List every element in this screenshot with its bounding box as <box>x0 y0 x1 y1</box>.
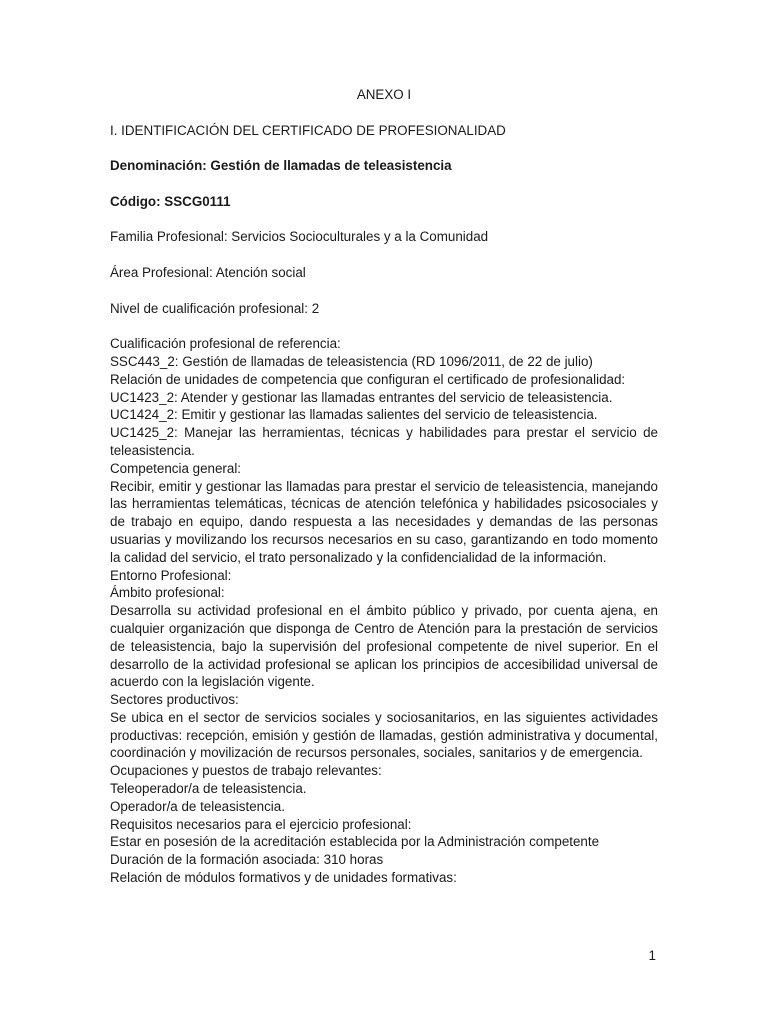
general-competence-label: Competencia general: <box>110 460 242 476</box>
competence-unit: UC1423_2: Atender y gestionar las llamadas entrantes del servicio de teleasistencia. <box>110 389 613 405</box>
competence-units-label: Relación de unidades de competencia que configuran el certificado de profesionalidad: <box>110 371 626 387</box>
productive-sectors-text: Se ubica en el sector de servicios sociales y sociosanitarios, en las siguientes actividades productivas: recepción, emisión y gestión de llamadas, gestión administrativa y documental, coordinación y movilización de recursos personales, sociales, sanitarios y de emergencia. <box>110 709 658 761</box>
annex-title: ANEXO I <box>356 87 412 102</box>
requirements-label: Requisitos necesarios para el ejercicio profesional: <box>110 816 412 832</box>
occupations-label: Ocupaciones y puestos de trabajo relevantes: <box>110 763 382 779</box>
denomination: Denominación: Gestión de llamadas de teleasistencia <box>110 158 452 174</box>
productive-sectors-label: Sectores productivos: <box>110 692 239 708</box>
section-heading: I. IDENTIFICACIÓN DEL CERTIFICADO DE PROFESIONALIDAD <box>110 122 506 138</box>
document-body <box>110 86 658 887</box>
professional-area: Área Profesional: Atención social <box>110 264 306 280</box>
modules-label: Relación de módulos formativos y de unidades formativas: <box>110 870 457 886</box>
competence-unit: UC1425_2: Manejar las herramientas, técnicas y habilidades para prestar el servicio de teleasistencia. <box>110 425 658 458</box>
training-duration: Duración de la formación asociada: 310 horas <box>110 852 384 868</box>
certificate-code: Código: SSCG0111 <box>110 193 231 209</box>
occupation-item: Teleoperador/a de teleasistencia. <box>110 781 307 797</box>
reference-qualification: SSC443_2: Gestión de llamadas de teleasistencia (RD 1096/2011, de 22 de julio) <box>110 353 593 369</box>
competence-unit: UC1424_2: Emitir y gestionar las llamadas salientes del servicio de teleasistencia. <box>110 407 598 423</box>
qualification-level: Nivel de cualificación profesional: 2 <box>110 300 320 316</box>
general-competence-text: Recibir, emitir y gestionar las llamadas para prestar el servicio de teleasistencia, manejando las herramientas telemáticas, técnicas de atención telefónica y habilidades psicosociales y de trabajo en equipo, dando respuesta a las necesidades y demandas de las personas usuarias y movilizando los recursos necesarios en su caso, garantizando en todo momento la calidad del servicio, el trato personalizado y la confidencialidad de la información. <box>110 478 658 565</box>
professional-environment-label: Entorno Profesional: <box>110 567 232 583</box>
page-number: 1 <box>648 948 656 963</box>
occupation-item: Operador/a de teleasistencia. <box>110 798 285 814</box>
reference-qualification-label: Cualificación profesional de referencia: <box>110 336 341 352</box>
professional-scope-label: Ámbito profesional: <box>110 585 225 601</box>
requirements-text: Estar en posesión de la acreditación establecida por la Administración competente <box>110 834 600 850</box>
professional-family: Familia Profesional: Servicios Socioculturales y a la Comunidad <box>110 229 489 245</box>
professional-scope-text: Desarrolla su actividad profesional en el ámbito público y privado, por cuenta ajena, en cualquier organización que disponga de Centro de Atención para la prestación de servicios de teleasistencia, bajo la supervisión del profesional competente de nivel superior. En el desarrollo de la actividad profesional se aplican los principios de accesibilidad universal de acuerdo con la legislación vigente. <box>110 603 658 690</box>
